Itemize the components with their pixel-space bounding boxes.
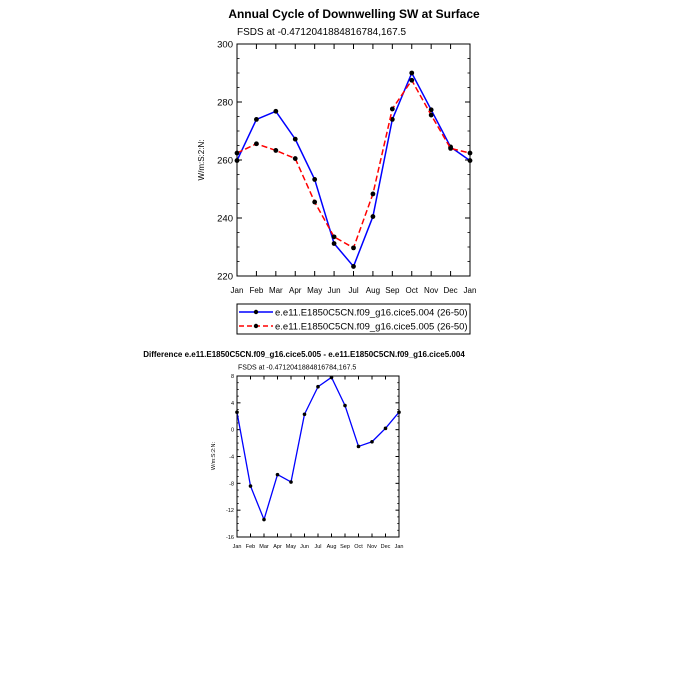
data-point-series-1 [409, 71, 414, 76]
x-tick-label: Aug [365, 286, 381, 295]
data-point-series-1 [357, 445, 361, 449]
chart1-title: Annual Cycle of Downwelling SW at Surface [228, 7, 480, 21]
y-tick-label: 0 [230, 427, 234, 434]
y-tick-label: -12 [226, 508, 234, 515]
x-tick-label: Feb [249, 286, 264, 295]
x-tick-label: Sep [340, 544, 350, 550]
x-tick-label: Apr [273, 544, 282, 550]
chart2-x-tick-labels [233, 544, 404, 550]
data-point-series-1 [254, 117, 259, 122]
y-tick-label: 8 [230, 373, 234, 380]
data-point-series-1 [343, 404, 347, 408]
legend-label-series-2: e.e11.E1850C5CN.f09_g16.cice5.005 (26-50) [275, 321, 468, 333]
x-tick-label: Jan [394, 544, 404, 550]
chart1-x-tick-labels [231, 286, 477, 295]
data-point-series-2 [390, 107, 395, 112]
x-tick-label: Dec [380, 544, 391, 550]
x-tick-label: Nov [367, 544, 377, 550]
x-tick-label: Apr [289, 286, 302, 295]
y-tick-label: 300 [217, 39, 233, 51]
data-point-series-2 [351, 245, 356, 250]
data-point-series-1 [293, 137, 298, 142]
chart2-y-tick-labels [226, 374, 234, 541]
series-line-2 [237, 80, 470, 248]
chart-annual-cycle [197, 7, 480, 334]
y-tick-label: -16 [226, 534, 234, 541]
x-tick-label: Jan [463, 286, 477, 295]
chart2-series [235, 376, 401, 522]
legend-marker-series-1 [254, 310, 258, 314]
data-point-series-1 [370, 440, 374, 444]
y-tick-label: 220 [217, 271, 233, 283]
chart1-ylabel: W/m:S:2:N: [197, 139, 206, 181]
y-tick-label: 260 [217, 155, 233, 167]
chart1-series [235, 71, 473, 269]
y-tick-label: 240 [217, 213, 233, 225]
x-tick-label: Jun [300, 544, 309, 550]
x-tick-label: Jul [314, 544, 322, 550]
x-tick-label: Mar [259, 544, 269, 550]
x-tick-label: Feb [245, 544, 256, 550]
x-tick-label: Jun [327, 286, 341, 295]
chart1-legend [237, 304, 470, 334]
x-tick-label: Mar [268, 286, 283, 295]
data-point-series-2 [448, 146, 453, 151]
chart-difference [143, 350, 465, 550]
y-tick-label: -4 [229, 454, 234, 461]
x-tick-label: Jan [232, 544, 242, 550]
legend-label-series-1: e.e11.E1850C5CN.f09_g16.cice5.004 (26-50) [275, 307, 468, 319]
chart1-y-tick-labels [217, 39, 233, 282]
y-tick-label: -8 [229, 481, 234, 488]
chart2-title: Difference e.e11.E1850C5CN.f09_g16.cice5.005 - e.e11.E1850C5CN.f09_g16.cice5.004 [143, 350, 465, 359]
legend-marker-series-2 [254, 324, 258, 328]
data-point-series-1 [316, 385, 320, 389]
y-tick-label: 280 [217, 97, 233, 109]
x-tick-label: Jul [348, 286, 359, 295]
data-point-series-1 [312, 177, 317, 182]
data-point-series-2 [312, 200, 317, 205]
x-tick-label: Jan [230, 286, 244, 295]
x-tick-label: May [307, 286, 323, 295]
data-point-series-2 [332, 234, 337, 239]
data-point-series-2 [429, 113, 434, 118]
chart2-ylabel: W/m:S:2:N: [211, 441, 217, 471]
data-point-series-1 [249, 484, 253, 488]
x-tick-label: Oct [405, 286, 418, 295]
data-point-series-2 [371, 192, 376, 197]
data-point-series-1 [384, 427, 388, 431]
data-point-series-1 [289, 480, 293, 484]
y-tick-label: 4 [230, 400, 234, 407]
x-tick-label: Nov [424, 286, 439, 295]
data-point-series-2 [254, 141, 259, 146]
chart1-plot-frame [237, 44, 470, 276]
data-point-series-1 [273, 109, 278, 114]
data-point-series-2 [409, 78, 414, 83]
x-tick-label: Sep [385, 286, 400, 295]
x-tick-label: Aug [326, 544, 337, 550]
chart2-subtitle: FSDS at -0.4712041884816784,167.5 [238, 364, 357, 372]
chart1-subtitle: FSDS at -0.4712041884816784,167.5 [237, 27, 407, 38]
data-point-series-1 [371, 214, 376, 219]
data-point-series-1 [276, 473, 280, 477]
series-line-1 [237, 377, 399, 519]
data-point-series-2 [293, 156, 298, 161]
data-point-series-2 [273, 148, 278, 153]
data-point-series-1 [303, 412, 307, 416]
x-tick-label: Oct [354, 544, 363, 550]
x-tick-label: Dec [443, 286, 458, 295]
chart1-tick-marks [237, 44, 470, 276]
series-line-1 [237, 73, 470, 266]
data-point-series-1 [332, 241, 337, 246]
x-tick-label: May [285, 544, 297, 550]
data-point-series-1 [351, 264, 356, 269]
data-point-series-1 [262, 518, 266, 522]
